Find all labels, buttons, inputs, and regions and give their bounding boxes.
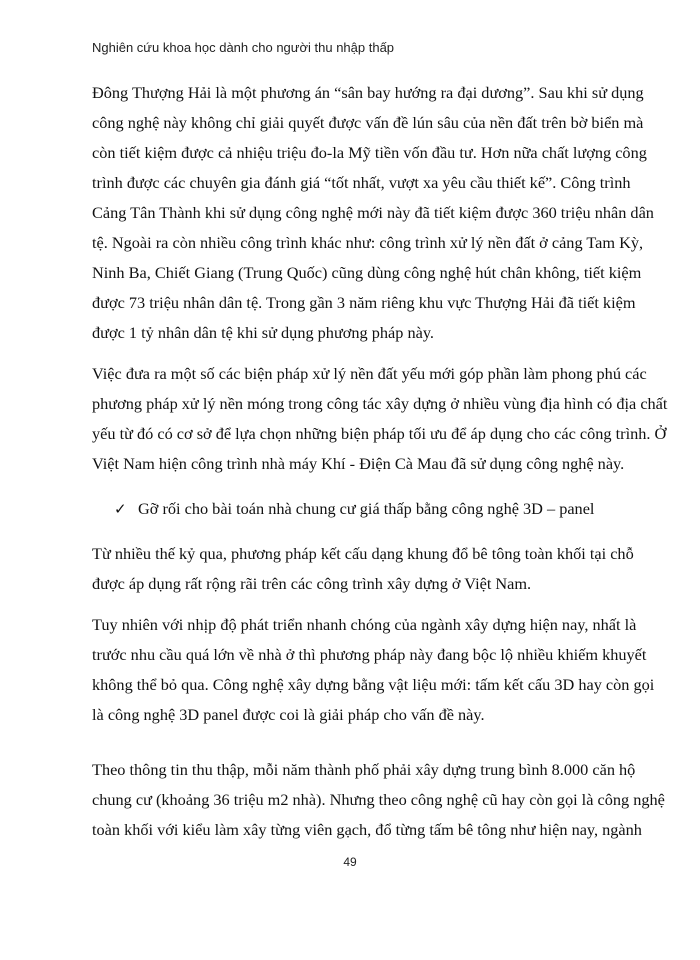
text-line: trước nhu cầu quá lớn về nhà ở thì phương pháp này đang bộc lộ nhiều khiếm khuyết xyxy=(92,645,647,664)
text-line: toàn khối với kiểu làm xây từng viên gạch, đổ từng tấm bê tông như hiện nay, ngành xyxy=(92,820,642,839)
text-line: không thể bỏ qua. Công nghệ xây dựng bằng vật liệu mới: tấm kết cấu 3D hay còn gọi xyxy=(92,675,655,694)
text-line: trình được các chuyên gia đánh giá “tốt nhất, vượt xa yêu cầu thiết kế”. Công trình xyxy=(92,173,631,192)
text-line: Theo thông tin thu thập, mỗi năm thành phố phải xây dựng trung bình 8.000 căn hộ xyxy=(92,760,636,779)
paragraph-4 xyxy=(92,610,655,730)
bullet-heading xyxy=(114,494,654,524)
text-line: Tuy nhiên với nhịp độ phát triển nhanh chóng của ngành xây dựng hiện nay, nhất là xyxy=(92,615,637,634)
text-line: Ninh Ba, Chiết Giang (Trung Quốc) cũng dùng công nghệ hút chân không, tiết kiệm xyxy=(92,263,642,282)
text-line: được 73 triệu nhân dân tệ. Trong gần 3 năm riêng khu vực Thượng Hải đã tiết kiệm xyxy=(92,293,636,312)
paragraph-1 xyxy=(92,78,652,348)
text-line: Từ nhiều thế kỷ qua, phương pháp kết cấu dạng khung đổ bê tông toàn khối tại chỗ xyxy=(92,544,634,563)
text-line: được áp dụng rất rộng rãi trên các công trình xây dựng ở Việt Nam. xyxy=(92,574,532,593)
text-line: Đông Thượng Hải là một phương án “sân bay hướng ra đại dương”. Sau khi sử dụng xyxy=(92,83,644,102)
running-header: Nghiên cứu khoa học dành cho người thu nhập thấp xyxy=(92,40,395,55)
text-line: Việc đưa ra một số các biện pháp xử lý nền đất yếu mới góp phần làm phong phú các xyxy=(92,364,647,383)
text-line: chung cư (khoảng 36 triệu m2 nhà). Nhưng theo công nghệ cũ hay còn gọi là công nghệ xyxy=(92,790,665,809)
text-line: Cảng Tân Thành khi sử dụng công nghệ mới này đã tiết kiệm được 360 triệu nhân dân xyxy=(92,203,654,222)
paragraph-2 xyxy=(92,359,668,479)
text-line: còn tiết kiệm được cả nhiệu triệu đo-la Mỹ tiền vốn đầu tư. Hơn nữa chất lượng công xyxy=(92,143,647,162)
paragraph-5 xyxy=(92,755,665,845)
text-line: Việt Nam hiện công trình nhà máy Khí - Điện Cà Mau đã sử dụng công nghệ này. xyxy=(92,454,625,473)
text-line: công nghệ này không chỉ giải quyết được vấn đề lún sâu của nền đất trên bờ biển mà xyxy=(92,113,644,132)
text-line: tệ. Ngoài ra còn nhiều công trình khác như: công trình xử lý nền đất ở cảng Tam Kỳ, xyxy=(92,233,644,252)
text-line: phương pháp xử lý nền móng trong công tác xây dựng ở nhiều vùng địa hình có địa chất xyxy=(92,394,668,413)
bullet-heading-text: Gỡ rối cho bài toán nhà chung cư giá thấp bằng công nghệ 3D – panel xyxy=(138,499,595,518)
text-line: được 1 tỷ nhân dân tệ khi sử dụng phương pháp này. xyxy=(92,323,434,342)
paragraph-3 xyxy=(92,539,652,599)
text-line: là công nghệ 3D panel được coi là giải pháp cho vấn đề này. xyxy=(92,705,485,724)
page-number: 49 xyxy=(343,855,357,869)
check-icon: ✓ xyxy=(114,500,127,518)
text-line: yếu từ đó có cơ sở để lựa chọn những biện pháp tối ưu để áp dụng cho các công trình. Ở xyxy=(92,424,667,443)
